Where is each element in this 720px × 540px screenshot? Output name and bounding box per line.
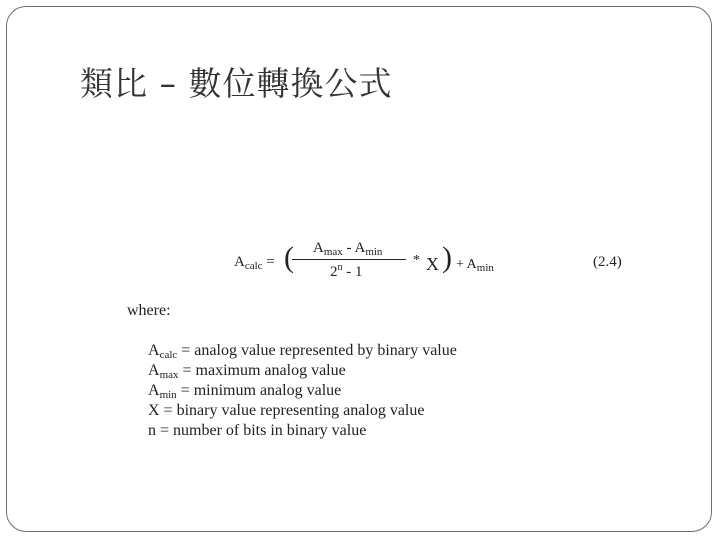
numerator-term2: A [354, 240, 366, 256]
denominator-exponent: n [337, 262, 343, 273]
denominator-rest: - 1 [342, 264, 363, 280]
definition-subscript: min [159, 389, 177, 401]
definition-text: = maximum analog value [178, 362, 346, 379]
definition-item [148, 421, 366, 441]
equals-sign: = [266, 254, 275, 270]
offset-subscript: min [476, 262, 494, 274]
definition-text: = analog value represented by binary value [177, 342, 457, 359]
numerator-term2-sub: min [365, 246, 383, 258]
plus-sign: + [456, 257, 464, 272]
lhs-subscript: calc [244, 260, 263, 272]
numerator-minus: - [342, 240, 355, 256]
variable-x: X [426, 254, 439, 274]
definition-text: n = number of bits in binary value [148, 422, 367, 439]
definition-subscript: max [159, 369, 179, 381]
definition-symbol: A [148, 342, 160, 359]
equation-number: (2.4) [593, 254, 622, 270]
open-paren: ( [284, 241, 294, 274]
definition-symbol: A [148, 362, 160, 379]
definition-symbol: A [148, 382, 160, 399]
fraction-numerator [313, 240, 382, 258]
equation-lhs [234, 254, 275, 272]
multiply-sign: * [413, 253, 420, 268]
numerator-term1: A [313, 240, 324, 256]
lhs-symbol: A [234, 254, 245, 270]
denominator-base: 2 [330, 264, 338, 280]
definition-text: X = binary value representing analog value [148, 402, 425, 419]
fraction-denominator [330, 262, 363, 281]
slide-title: 類比 – 數位轉換公式 [80, 64, 393, 103]
equation-offset [456, 257, 494, 274]
close-paren: ) [442, 241, 452, 274]
numerator-term1-sub: max [323, 246, 343, 258]
definition-item [148, 401, 424, 421]
offset-symbol: A [466, 257, 477, 272]
fraction-bar [292, 259, 406, 260]
definition-subscript: calc [159, 349, 178, 361]
where-label: where: [127, 302, 171, 319]
definition-text: = minimum analog value [176, 382, 342, 399]
